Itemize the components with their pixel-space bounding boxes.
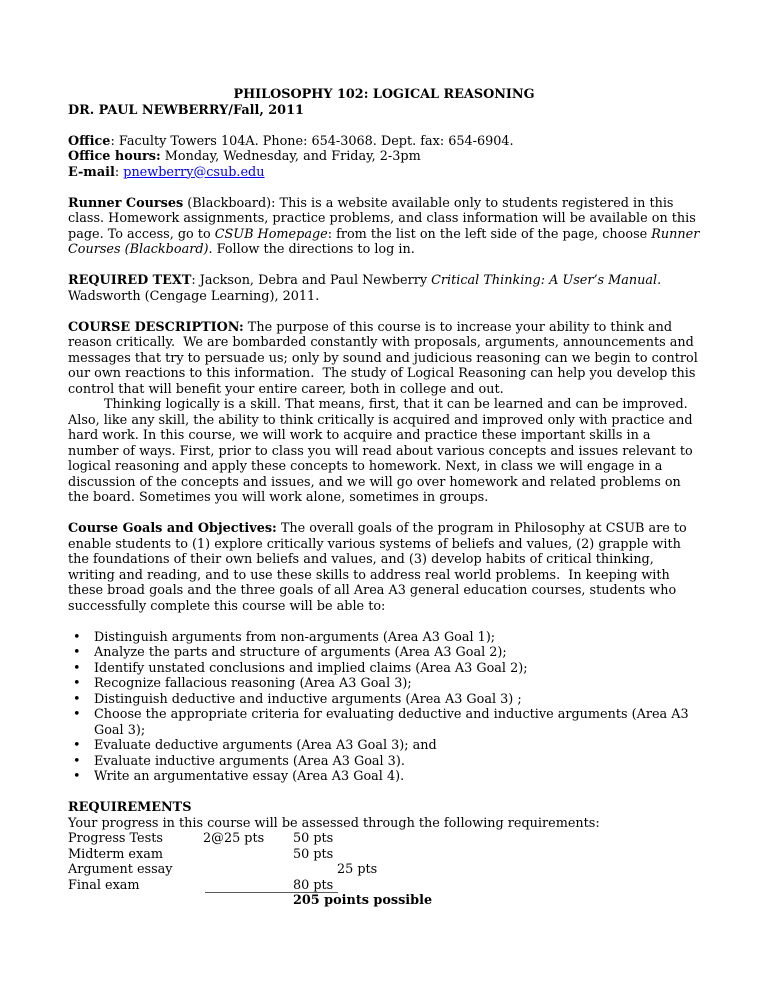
required-text-paragraph	[68, 273, 700, 304]
text-run: : Jackson, Debra and Paul Newberry	[191, 273, 432, 288]
requirement-cell: 25 pts	[337, 862, 378, 877]
text-run: COURSE DESCRIPTION:	[68, 319, 244, 335]
course-goals-paragraph	[68, 521, 700, 614]
goal-bullet-text: Analyze the parts and structure of arguments (Area A3 Goal 2);	[94, 645, 507, 660]
goal-bullet-text: Recognize fallacious reasoning (Area A3 Goal 3);	[94, 676, 412, 691]
requirement-cell: 50 pts	[293, 831, 334, 846]
text-run: REQUIRED TEXT	[68, 273, 192, 288]
requirement-row-argument-essay	[68, 862, 700, 878]
office-hours-paragraph	[68, 149, 700, 165]
requirement-row-progress-tests	[68, 831, 700, 847]
goal-bullet-text: Distinguish arguments from non-arguments (Area A3 Goal 1);	[94, 629, 496, 645]
instructor-line: DR. PAUL NEWBERRY/Fall, 2011	[68, 102, 304, 118]
bullet-icon: •	[73, 738, 81, 753]
text-run: : Faculty Towers 104A. Phone: 654-3068. Dept. fax: 654-6904.	[110, 133, 514, 149]
goal-bullet-text: Evaluate inductive arguments (Area A3 Goal 3).	[94, 753, 405, 769]
text-run: E-mail	[68, 164, 115, 180]
text-run: Thinking logically is a skill. That means, first, that it can be learned and can be improved. Also, like any skill, the ability to think critically is acquired and improved only with practice and hard work. In this course, we will work to acquire and practice these important skills in a number of ways. First, prior to class you will read about various concepts and issues relevant to logical reasoning and apply these concepts to homework. Next, in class we will engage in a discussion of the concepts and issues, and we will go over homework and related problems on the board. Sometimes you will work alone, sometimes in groups.	[68, 397, 697, 505]
goal-bullet-item	[68, 707, 700, 738]
requirement-cell: 80 pts	[293, 877, 334, 893]
text-run: Your progress in this course will be assessed through the following requirements:	[68, 815, 600, 831]
course-description-paragraph-2	[68, 397, 700, 506]
email-link[interactable]: pnewberry@csub.edu	[123, 164, 265, 180]
text-run: CSUB Homepage	[214, 226, 328, 242]
bullet-icon: •	[73, 676, 81, 691]
goal-bullet-text: Identify unstated conclusions and implied claims (Area A3 Goal 2);	[94, 660, 528, 676]
requirement-cell: 205 points possible	[293, 893, 433, 908]
text-run: : from the list on the left side of the page, choose	[327, 226, 652, 242]
bullet-icon: •	[73, 629, 81, 645]
goals-bullet-list	[68, 630, 700, 785]
bullet-icon: •	[73, 691, 81, 707]
goal-bullet-text: Distinguish deductive and inductive arguments (Area A3 Goal 3) ;	[94, 691, 522, 707]
email-paragraph	[68, 165, 700, 181]
bullet-icon: •	[73, 769, 81, 784]
text-run: Critical Thinking: A User’s Manual.	[431, 273, 662, 288]
office-paragraph	[68, 134, 700, 150]
requirements-heading: REQUIREMENTS	[68, 800, 192, 815]
text-run: Monday, Wednesday, and Friday, 2-3pm	[160, 149, 421, 164]
document-body	[68, 87, 704, 909]
runner-courses-paragraph	[68, 195, 704, 258]
goal-bullet-text: Write an argumentative essay (Area A3 Goal 4).	[94, 769, 405, 784]
text-run: (Blackboard): This is a website available only to students registered in this class. Homework assignments, practice problems, and class information will be available on this page. To access, go to	[68, 195, 700, 242]
goal-bullet-item	[68, 754, 700, 770]
goal-bullet-item	[68, 738, 700, 754]
requirement-cell: Argument essay	[68, 862, 173, 877]
text-run: Office hours:	[68, 149, 161, 164]
goal-bullet-item	[68, 645, 700, 661]
bullet-icon: •	[73, 660, 81, 676]
requirement-row-total	[68, 893, 700, 909]
bullet-icon: •	[73, 707, 81, 722]
requirement-row-final-exam	[68, 878, 700, 894]
text-run: The overall goals of the program in Philosophy at CSUB are to enable students to (1) explore critically various systems of beliefs and values, (2) grapple with the foundations of their own beliefs and values, and (3) develop habits of critical thinking, writing and reading, and to use these skills to address real world problems. In keeping with these broad goals and the three goals of all Area A3 general education courses, students who successfully complete this course will be able to:	[68, 521, 691, 614]
goal-bullet-item	[68, 676, 700, 692]
bullet-icon: •	[73, 645, 81, 660]
text-run: Follow the directions to log in.	[212, 242, 415, 257]
text-run: Runner Courses (Blackboard).	[68, 226, 704, 257]
goal-bullet-item	[68, 630, 700, 646]
requirement-cell: Final exam	[68, 877, 140, 893]
goal-bullet-item	[68, 769, 700, 785]
goal-bullet-item	[68, 692, 700, 708]
text-run: The purpose of this course is to increase your ability to think and reason critically. We are bombarded constantly with proposals, arguments, announcements and messages that try to persuade us; only by sound and judicious reasoning can we begin to control our own reactions to this information. The study of Logical Reasoning can help you develop this control that will benefit your entire career, both in college and out.	[68, 319, 702, 397]
goal-bullet-text: Evaluate deductive arguments (Area A3 Goal 3); and	[94, 738, 437, 753]
text-run: Office	[68, 133, 111, 149]
requirements-intro	[68, 816, 700, 832]
text-run: Course Goals and Objectives:	[68, 521, 277, 536]
course-title: PHILOSOPHY 102: LOGICAL REASONING	[233, 87, 535, 102]
text-run: Wadsworth (Cengage Learning), 2011.	[68, 273, 666, 304]
requirement-row-midterm-exam	[68, 847, 700, 863]
course-description-paragraph-1	[68, 320, 700, 398]
goal-bullet-item	[68, 661, 700, 677]
text-run: Runner Courses	[68, 195, 184, 211]
text-run: :	[114, 164, 124, 180]
requirement-cell: 2@25 pts	[203, 831, 265, 846]
requirement-cell: 50 pts	[293, 846, 334, 862]
bullet-icon: •	[73, 753, 81, 769]
requirement-cell: Midterm exam	[68, 846, 163, 862]
requirement-cell: Progress Tests	[68, 831, 163, 846]
goal-bullet-text: Choose the appropriate criteria for evaluating deductive and inductive arguments (Area A3 Goal 3);	[94, 707, 689, 738]
